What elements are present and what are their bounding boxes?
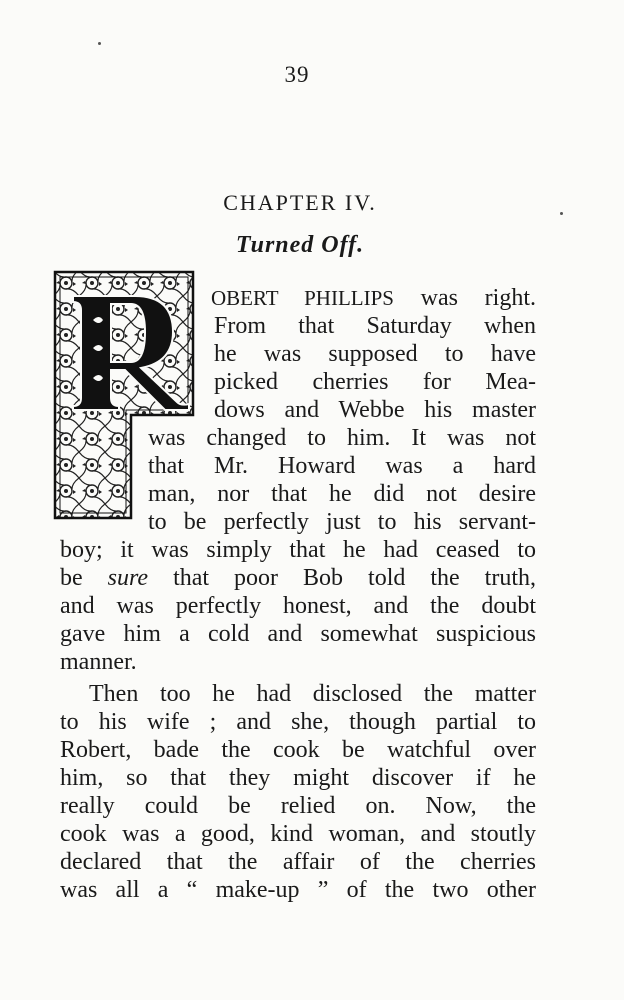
text-line: him, so that they might discover if he [60, 765, 536, 791]
text-line [211, 284, 536, 312]
paper-speck [98, 42, 101, 45]
text-line: dows and Webbe his master [214, 397, 536, 423]
text-fragment: was right. [393, 285, 537, 311]
text-line: gave him a cold and somewhat suspicious [60, 621, 536, 647]
text-line: and was perfectly honest, and the doubt [60, 593, 536, 619]
text-line: really could be relied on. Now, the [60, 793, 536, 819]
text-line: he was supposed to have [214, 341, 536, 367]
text-line-last: manner. [60, 649, 137, 675]
text-small-caps: OBERT PHILLIPS [211, 286, 394, 310]
text-line: was all a “ make-up ” of the two other [60, 877, 536, 903]
chapter-heading: CHAPTER IV. [223, 190, 377, 215]
text-line: man, nor that he did not desire [148, 481, 536, 507]
text-emphasis: sure [107, 565, 149, 591]
text-line: Robert, bade the cook be watchful over [60, 737, 536, 763]
text-line: to his wife ; and she, though partial to [60, 709, 536, 735]
text-line: was changed to him. It was not [148, 425, 536, 451]
text-line: From that Saturday when [214, 313, 536, 339]
text-line [60, 564, 536, 592]
text-fragment: be [60, 565, 108, 591]
text-line: picked cherries for Mea- [214, 369, 536, 395]
paper-speck [560, 212, 563, 215]
text-line: to be perfectly just to his servant- [148, 509, 536, 535]
text-line: boy; it was simply that he had ceased to [60, 537, 536, 563]
text-line: cook was a good, kind woman, and stoutly [60, 821, 536, 847]
text-line: that Mr. Howard was a hard [148, 453, 536, 479]
text-fragment: that poor Bob told the truth, [148, 565, 536, 591]
page-number: 39 [284, 62, 310, 87]
text-line: Then too he had disclosed the matter [89, 681, 536, 707]
chapter-title: Turned Off. [235, 232, 365, 258]
text-line: declared that the affair of the cherries [60, 849, 536, 875]
